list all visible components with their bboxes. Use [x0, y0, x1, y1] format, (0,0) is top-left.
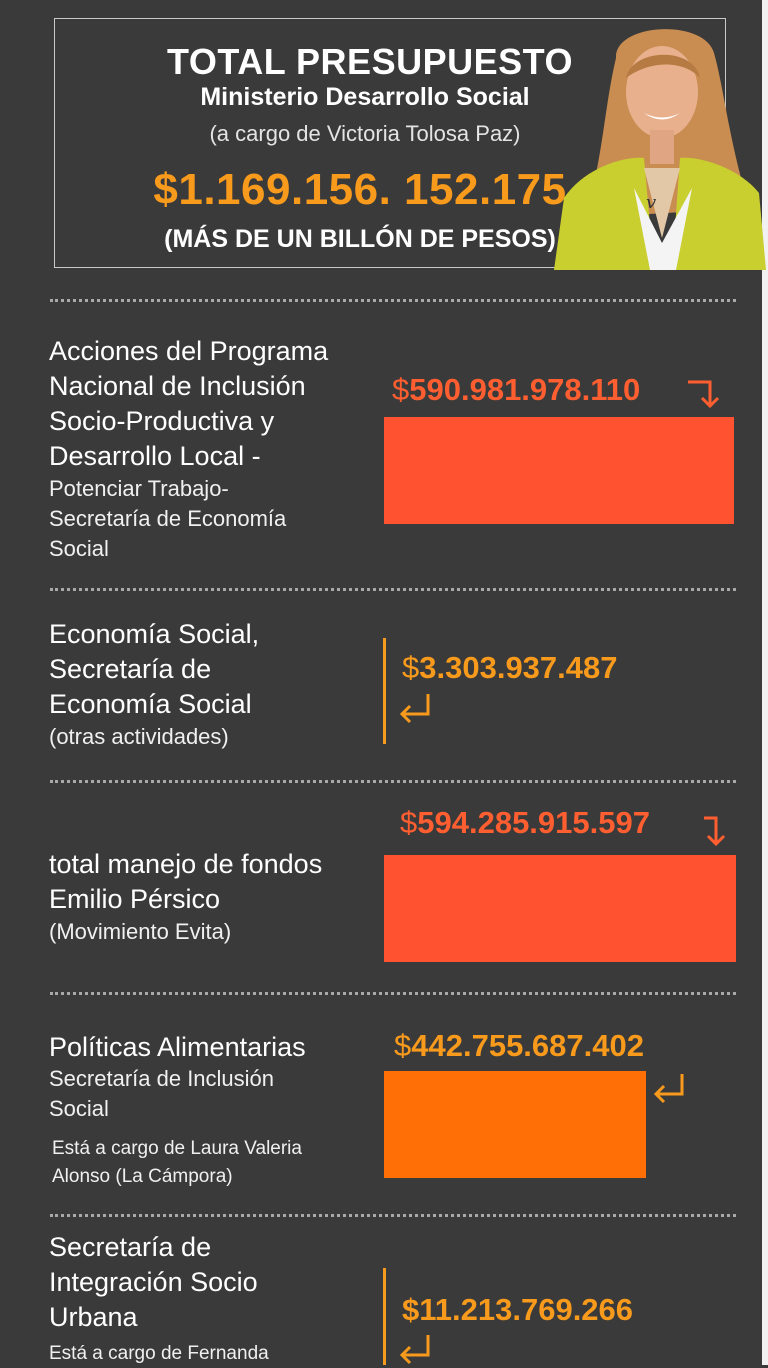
- section-1-subtitle: [49, 474, 286, 564]
- section-3-title: [49, 847, 322, 917]
- section-2-subtitle: [49, 722, 229, 752]
- section-1-line: Nacional de Inclusión: [49, 371, 306, 401]
- section-5-note: [49, 1340, 269, 1368]
- arrow-return-icon: [398, 1333, 434, 1365]
- minister-portrait-image: [554, 18, 766, 270]
- header-total: $1.169.156. 152.175: [153, 165, 567, 214]
- marker-line: [383, 638, 386, 744]
- section-5-noteline: Está a cargo de Fernanda: [49, 1343, 269, 1364]
- section-1-line: Socio-Productiva y: [49, 406, 275, 436]
- section-4-subline: Secretaría de Inclusión: [49, 1066, 275, 1091]
- header-ministry: Ministerio Desarrollo Social: [200, 83, 530, 111]
- section-1-title: [49, 334, 328, 474]
- section-4-subline: Social: [49, 1096, 109, 1121]
- arrow-down-icon: [702, 814, 738, 848]
- divider: [50, 1214, 736, 1217]
- section-2-line: Economía Social,: [49, 619, 260, 649]
- marker-line: [383, 1268, 386, 1365]
- divider: [50, 588, 736, 591]
- section-1-line: Desarrollo Local -: [49, 441, 261, 471]
- section-3-subtitle: [49, 917, 231, 947]
- arrow-down-icon: [686, 378, 722, 410]
- arrow-return-icon: [652, 1072, 688, 1106]
- section-2-title: [49, 617, 259, 722]
- value-label-1: $590.981.978.110: [392, 372, 641, 407]
- arrow-return-icon: [398, 692, 434, 724]
- section-2-line: Secretaría de: [49, 654, 212, 684]
- divider: [50, 299, 736, 302]
- divider: [50, 780, 736, 783]
- bar-politicas-alimentarias: [384, 1071, 646, 1178]
- header-total-words: (MÁS DE UN BILLÓN DE PESOS): [164, 225, 556, 253]
- section-4-noteline: Está a cargo de Laura Valeria: [52, 1138, 302, 1159]
- section-4-noteline: Alonso (La Cámpora): [52, 1166, 233, 1187]
- section-1-subline: Social: [49, 536, 109, 561]
- value-label-4: $442.755.687.402: [394, 1028, 644, 1063]
- header-title: TOTAL PRESUPUESTO: [167, 41, 573, 82]
- value-label-2: $3.303.937.487: [402, 650, 618, 685]
- section-5-title: [49, 1230, 258, 1335]
- section-1-subline: Secretaría de Economía: [49, 506, 287, 531]
- svg-text:v: v: [646, 192, 657, 213]
- section-5-line: Secretaría de: [49, 1232, 212, 1262]
- section-2-subline: (otras actividades): [49, 724, 229, 749]
- header-minister: (a cargo de Victoria Tolosa Paz): [209, 121, 521, 146]
- section-4-line: Políticas Alimentarias: [49, 1032, 306, 1062]
- section-3-line: total manejo de fondos: [49, 849, 323, 879]
- value-label-5: $11.213.769.266: [402, 1292, 634, 1327]
- bar-potenciar-trabajo: [384, 417, 734, 524]
- section-4-note: [52, 1135, 302, 1191]
- section-5-line: Urbana: [49, 1302, 138, 1332]
- section-4-title: [49, 1030, 306, 1065]
- section-1-line: Acciones del Programa: [49, 336, 329, 366]
- section-3-line: Emilio Pérsico: [49, 884, 221, 914]
- bar-emilio-persico: [384, 855, 736, 962]
- section-5-line: Integración Socio: [49, 1267, 258, 1297]
- section-1-subline: Potenciar Trabajo-: [49, 476, 229, 501]
- value-label-3: $594.285.915.597: [400, 805, 650, 840]
- section-2-line: Economía Social: [49, 689, 252, 719]
- divider: [50, 992, 736, 995]
- section-3-subline: (Movimiento Evita): [49, 919, 232, 944]
- section-4-subtitle: [49, 1064, 274, 1124]
